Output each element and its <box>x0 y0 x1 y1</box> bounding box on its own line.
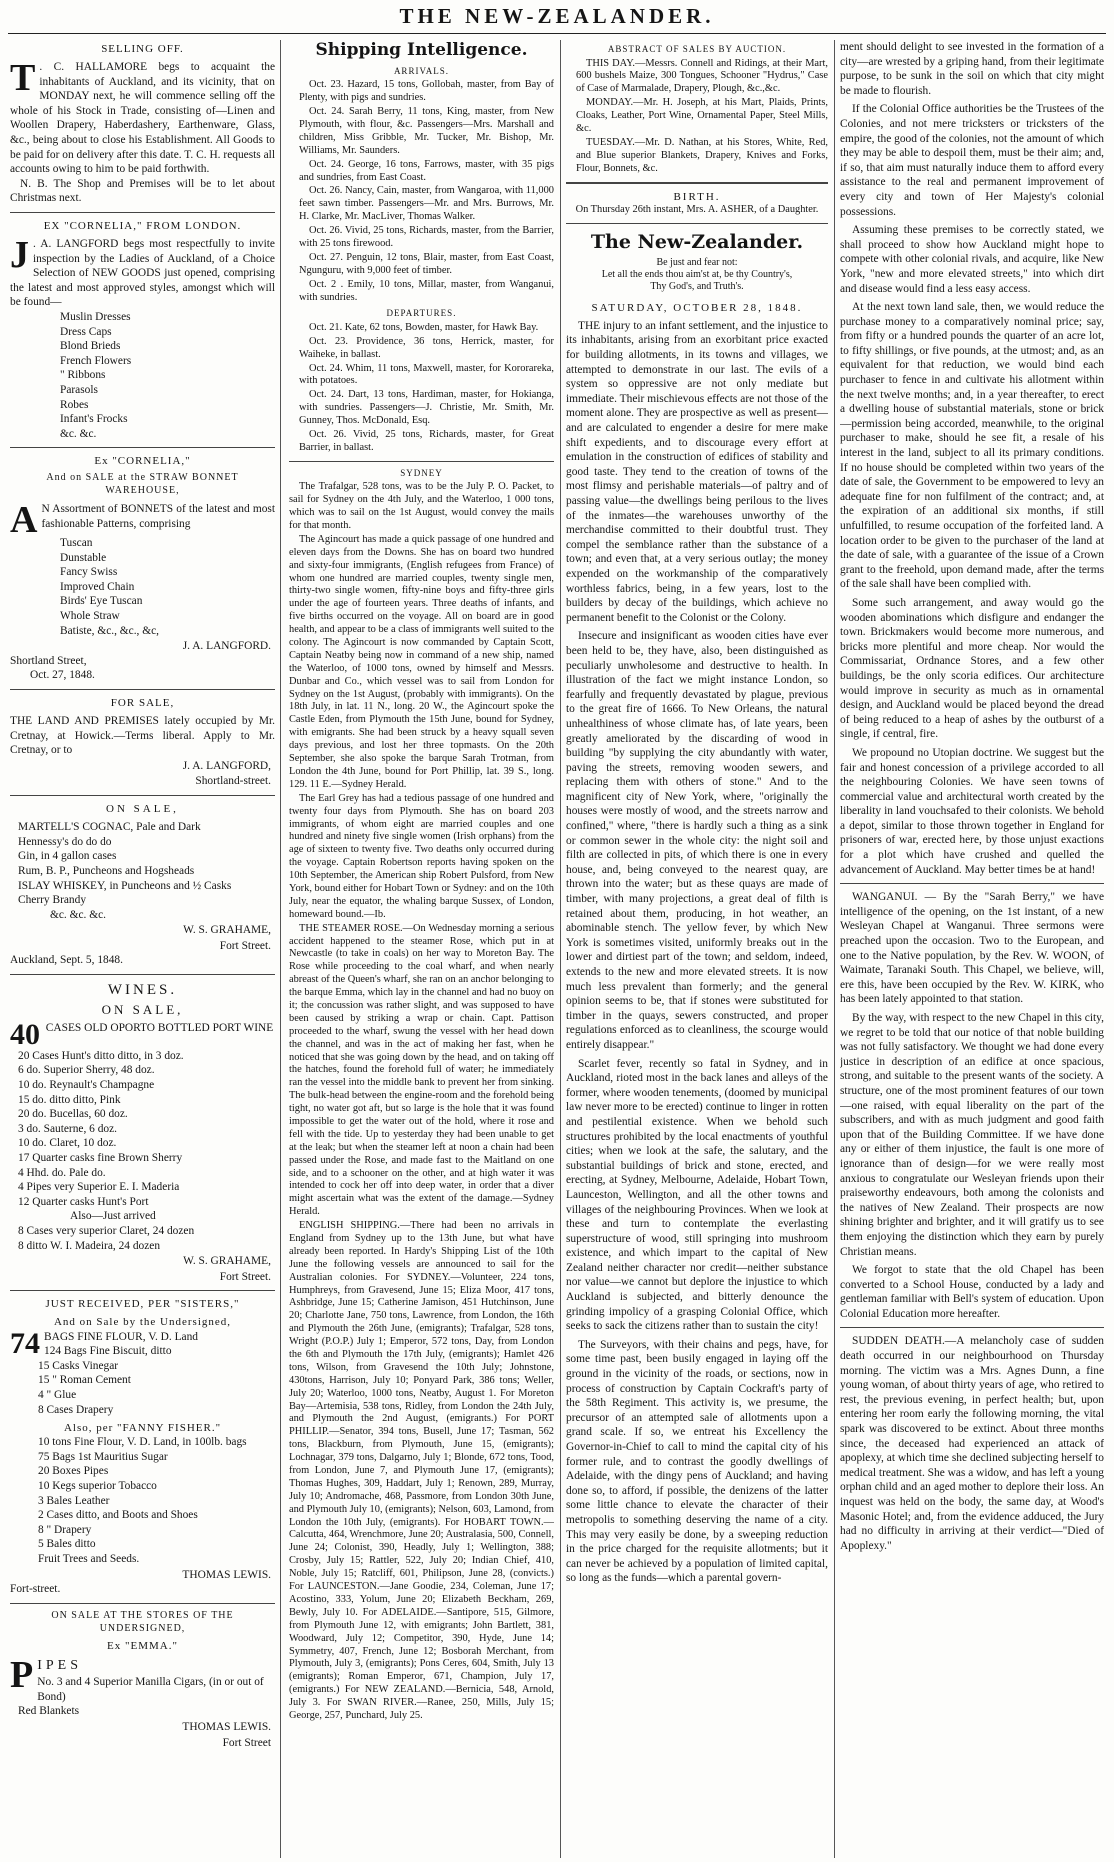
list-item: 8 Cases Drapery <box>38 1403 114 1416</box>
arrival-entry: Oct. 26. Nancy, Cain, master, from Wangaroa, with 11,000 feet sawn timber. Passengers—Mr. and Mrs. Burrows, Mr. H. Clarke, Mr. MacLiver, Thomas Walker. <box>299 185 554 223</box>
column-divider <box>280 40 281 1858</box>
list-item: French Flowers <box>60 354 132 367</box>
divider <box>10 1603 275 1604</box>
editorial-paragraph: If the Colonial Office authorities be the Trustees of the Colonies, and not mere tricksters or tricksters of the empire, the good of the colonies, not the amount of which they may be able to despoil them, must be their aim; and, if so, that aim must naturally induce them to afford every assistance to the real and permanent improvement of every city and town of Her Majesty's colonial possessions. <box>840 103 1104 218</box>
column-local-news <box>840 40 1104 1856</box>
signature: W. S. GRAHAME, <box>183 1255 271 1268</box>
ad-date: Oct. 27, 1848. <box>30 669 95 682</box>
divider <box>10 689 275 690</box>
section-subheading: ARRIVALS. <box>393 65 450 76</box>
issue-date: SATURDAY, OCTOBER 28, 1848. <box>591 301 803 314</box>
editorial-paragraph: Insecure and insignificant as wooden cities have ever been held to be, they have, also, been distinguished as peculiarly unwholesome and destructive to health. In illustration of the fact we might instance London, so fearfully and frequently devastated by plague, previous to the great fire of 1666. To New Orleans, the natural unhealthiness of whose climate has, of late years, been greatly ameliorated by the discarding of wood in building "by supplying the city abundantly with water, paving the streets, removing wooden sewers, and replacing them with others of stone." And to the magnificent city of New York, where, "originally the houses were mostly of wood, and the streets narrow and confined," where, "there is hardly such a thing as a sink or common sewer in the whole city: the night soil and filth are collected in pits, of which there is one in every house, and, being conveyed to the nearest quay, are thrown into the water; but as these quays are made of timber, with many projections, a great deal of filth is retained about them, producing, in hot weather, an abominable stench. The yellow fever, by which New York is sometimes visited, uniformly breaks out in the lower and dirtiest part of the town; and seldom, indeed, extends to the new and more elevated streets. It is now much less prevalent than formerly; and the general opinion seems to be, that if stones were substituted for timber in the quays, sewers constructed, and proper regulations enforced as to cleanliness, the scourge would entirely disappear." <box>566 630 828 1051</box>
list-item: ISLAY WHISKEY, in Puncheons and ½ Casks <box>18 879 232 892</box>
drop-cap: A <box>10 499 38 542</box>
spirits-list <box>10 820 275 922</box>
list-item: Muslin Dresses <box>60 311 131 324</box>
divider <box>10 974 275 975</box>
ad-date: Auckland, Sept. 5, 1848. <box>10 954 123 967</box>
signature-address: Fort Street <box>222 1736 271 1749</box>
signature: THOMAS LEWIS. <box>182 1568 271 1581</box>
editorial-paragraph: We propound no Utopian doctrine. We suggest but the fair and honest concession of a privilege accorded to all the neighbouring Colonies. We have seen towns of commercial value and architectural worth created by the liberality in land vouchsafed to their colonists. We behold a depot, similar to those thrown together in England for prisoners of war, erected here, by those unjust exactions for a plot which have crushed and quelled the advancement of Auckland. May better times be at hand! <box>840 746 1104 876</box>
ad-subheading: Ex "EMMA." <box>107 1640 178 1653</box>
divider <box>566 223 828 224</box>
ad-heading: Ex "CORNELIA," <box>94 455 191 468</box>
list-item: 3 Bales Leather <box>38 1494 110 1507</box>
list-item: 124 Bags Fine Biscuit, ditto <box>44 1345 172 1358</box>
news-paragraph: We forgot to state that the old Chapel has been converted to a School House, conducted by a lady and gentleman familiar with Bell's system of education. Upon Colonial Education more hereafter. <box>840 1264 1104 1320</box>
arrival-entry: Oct. 27. Penguin, 12 tons, Blair, master, from East Coast, Ngunguru, with 9,000 feet of timber. <box>299 251 554 276</box>
list-item: MARTELL'S COGNAC, Pale and Dark <box>18 821 201 834</box>
signature: W. S. GRAHAME, <box>183 924 271 937</box>
arrival-entry: Oct. 24. George, 16 tons, Farrows, master, with 35 pigs and sundries, from East Coast. <box>299 158 554 183</box>
list-item: 4 Hhd. do. Pale do. <box>18 1166 106 1179</box>
auction-entry: MONDAY.—Mr. H. Joseph, at his Mart, Plaids, Prints, Cloaks, Leather, Port Wine, Ornamental Paper, Steel Mills, &c. <box>576 97 828 134</box>
ad-body: . C. HALLAMORE begs to acquaint the inhabitants of Auckland, and its vicinity, that on MONDAY next, he will commence selling off the whole of his Stock in Trade, consisting of—Linen and Woollen Drapery, Haberdashery, Earthenware, Glass, &c., being about to close his Establishment. All Goods to be paid for on delivery after this date. T. C. H. requests all accounts owing to him to be paid forthwith. <box>10 61 275 176</box>
bonnet-list <box>10 536 275 638</box>
list-item: 75 Bags 1st Mauritius Sugar <box>38 1450 168 1463</box>
sydney-news <box>289 481 554 1723</box>
list-item: &c. &c. &c. <box>50 908 106 921</box>
list-item: 10 tons Fine Flour, V. D. Land, in 100lb. bags <box>38 1436 247 1449</box>
ad-heading: WINES. <box>107 982 178 999</box>
auction-list <box>566 58 828 176</box>
goods-list <box>10 1344 275 1417</box>
ad-lead: CASES OLD OPORTO BOTTLED PORT WINE <box>45 1021 274 1034</box>
list-item: Dress Caps <box>60 325 112 338</box>
editorial-paragraph: Scarlet fever, recently so fatal in Sydney, and in Auckland, rioted most in the back lanes and alleys of the former, where wooden tenements, (doomed by municipal law never more to be erected) continue to linger in rotten and pestilential existence. When we behold such structures prohibited by the local enactments of youthful cities; when we look at the safe, the salutary, and the substantial buildings of brick and stone, erected, and erecting, at Sydney, Melbourne, Adelaide, Hobart Town, Launceston, Wellington, and all the other towns and villages of the neighbouring Provinces. When we look at these and turn to contemplate the everlasting superstructure of wood, still springing into mushroom existence, and which impart to the capital of New Zealand neither character nor credit—neither substance nor value—we cannot but deplore the injustice to which Auckland is subjected, and bitterly denounce the grinding impolicy of a grasping Colonial Office, which seeks to sack the citizens rather than to sustain the city! <box>566 1057 828 1333</box>
news-paragraph: ENGLISH SHIPPING.—There had been no arrivals in England from Sydney up to the 13th June, but what have already been reported. In Hardy's Shipping List of the 10th June the following vessels are announced to sail for the Australian colonies. For SYDNEY.—Volunteer, 224 tons, Humphreys, from Gravesend, June 15; Eliza Moor, 417 tons, Ashbridge, June 15; Catherine Jamison, 451 Hutchinson, June 20; Charlotte Jane, 750 tons, Lawrence, from London, the 16th and Plymouth the 26th June, (emigrants); Trafalgar, 528 tons, Wright (P.O.P.) July 1; Emperor, 572 tons, Day, from London the 6th and Plymouth the 17th July, (emigrants); Hamlet 426 tons, Wilson, from Gravesend the 10th July; Johnstone, 430tons, Harrison, July 10; Ponyard Park, 386 tons; Weller, July 20; Waterloo, 1000 tons, Neatby, August 1. For Moreton Bay—Artemisia, 538 tons, Ridley, from London the 24th July, and Plymouth the 2nd August, (emigrants.) For PORT PHILLIP.—Senator, 394 tons, Busell, June 17; Tasman, 562 tons, Blackburn, from Plymouth, June 15, (emigrants); Lochnagar, 379 tons, Dalgarno, July 1; Blonde, 672 tons, Tood, from London, June 7, and Plymouth June 17, (emigrants); Thomas Hughes, 309, Haddart, July 1; Renown, 289, Murray, July 10; Andromache, 468, Passmore, from London 30th June, and Plymouth July 10, (emigrants); Nelson, 603, Lamond, from London the 10th July, (emigrants). For HOBART TOWN.—Calcutta, 464, Wrenchmore, June 20; Australasia, 500, Connell, June 24; Colonist, 390, Headly, July 1; Wellington, 388; Crosby, July 15; Rattler, 522, July 20; Indian Chief, 410, Noble, July 15; Ratcliff, 601, Philipson, June 28, (convicts.) For LAUNCESTON.—Jane Goodie, 234, Coleman, June 17; Acostino, 333, Yolum, June 20; Elizabeth Beckham, 269, Bewly, July 10. For ADELAIDE.—Santipore, 515, Gilmore, from Plymouth June 12, with emigrants; John Bartlett, 381, Woodward, July 12; Competitor, 390, Hyde, June 14; Symmetry, 407, French, June 12; Bosborah Merchant, from Plymouth, July 3, (emigrants); Pons Ceres, 604, Smith, July 13 (emigrants); Roman Emperor, 671, Champion, July 17, (emigrants.) For NEW ZEALAND.—Bernicia, 548, Arnold, July 3. For SWAN RIVER.—Ranee, 250, Mills, July 15; George, 257, Punchard, July 25. <box>289 1220 554 1721</box>
goods-list <box>10 310 275 441</box>
signature: THOMAS LEWIS. <box>182 1721 271 1734</box>
drop-cap: J <box>10 234 29 277</box>
list-item: 4 " Glue <box>38 1388 77 1401</box>
sudden-death-news <box>840 1334 1104 1553</box>
arrival-entry: Oct. 24. Sarah Berry, 11 tons, King, master, from New Plymouth, with flour, &c. Passengers—Mrs. Marshall and children, Miss Gribble, Mr. Tucker, Mr. Bishop, Mr. Williams, Mr. Saunders. <box>299 106 554 156</box>
ad-body: THE LAND AND PREMISES lately occupied by Mr. Cretnay, at Howick.—Terms liberal. Apply to Mr. Cretnay, or to <box>10 715 275 757</box>
list-item: 6 do. Superior Sherry, 48 doz. <box>18 1064 155 1077</box>
departure-entry: Oct. 26. Vivid, 25 tons, Richards, master, for Great Barrier, in ballast. <box>299 429 554 453</box>
divider <box>10 795 275 796</box>
ad-stores <box>10 1610 275 1751</box>
list-item: Fancy Swiss <box>60 566 118 579</box>
ad-heading: ON SALE AT THE STORES OF THE UNDERSIGNED, <box>51 1609 234 1634</box>
departures-list <box>289 322 554 455</box>
ad-subheading: Also, per "FANNY FISHER." <box>63 1422 222 1435</box>
news-paragraph: SUDDEN DEATH.—A melancholy case of sudden death occurred in our neighbourhood on Thursday morning. The victim was a Mrs. Agnes Dunn, a fine young woman, of about thirty years of age, who retired to rest, the previous evening, in perfect health; but, upon entering her room early the following morning, the vital spark was discovered to be extinct. About three months since, the deceased had experienced an attack of apoplexy, at which time she declined subjecting herself to medical treatment. She was a widow, and has left a young orphan child and an aged mother to deplore their loss. An inquest was held on the body, the same day, at Wood's Masonic Hotel; and, from the evidence adduced, the Jury had no difficulty in arriving at their verdict—"Died of Apoplexy." <box>840 1335 1104 1552</box>
ad-heading: FOR SALE, <box>110 697 175 710</box>
list-item: 2 Cases ditto, and Boots and Shoes <box>38 1509 198 1522</box>
goods-list <box>10 1675 275 1719</box>
signature: J. A. LANGFORD. <box>182 640 271 653</box>
list-item: Improved Chain <box>60 580 135 593</box>
ad-heading: SELLING OFF. <box>101 43 184 55</box>
list-item: 8 " Drapery <box>38 1523 92 1536</box>
list-item: Also—Just arrived <box>70 1210 156 1223</box>
ad-subheading: And on Sale by the Undersigned, <box>53 1316 232 1329</box>
drop-cap: P <box>10 1654 34 1697</box>
list-item: Fruit Trees and Seeds. <box>38 1552 140 1565</box>
column-shipping <box>289 40 554 1856</box>
wanganui-news <box>840 890 1104 1321</box>
list-item: Infant's Frocks <box>60 413 128 426</box>
arrival-entry: Oct. 23. Hazard, 15 tons, Gollobah, master, from Bay of Plenty, with pigs and sundries. <box>299 79 554 104</box>
divider <box>10 212 275 213</box>
address: Fort-street. <box>10 1583 61 1596</box>
list-item: 17 Quarter casks fine Brown Sherry <box>18 1152 183 1165</box>
list-item: Tuscan <box>60 537 93 550</box>
list-item: 20 do. Bucellas, 60 doz. <box>18 1108 128 1121</box>
list-item: 10 do. Claret, 10 doz. <box>18 1137 117 1150</box>
quantity-number: 74 <box>10 1326 40 1360</box>
list-item: 10 Kegs superior Tobacco <box>38 1479 157 1492</box>
editorial-text <box>566 319 828 1586</box>
list-item: Birds' Eye Tuscan <box>60 595 143 608</box>
section-subheading: DEPARTURES. <box>386 308 457 319</box>
ad-wines <box>10 981 275 1284</box>
news-paragraph: The Trafalgar, 528 tons, was to be the July P. O. Packet, to sail for Sydney on the 4th July, and the Waterloo, 1 000 tons, which was to sail on the 1st August, would convey the mails for that month. <box>289 481 554 532</box>
divider <box>840 1327 1104 1328</box>
motto: Be just and fear not: <box>656 256 738 268</box>
ad-body: . A. LANGFORD begs most respectfully to invite inspection by the Ladies of Auckland, of a Choice Selection of NEW GOODS just opened, comprising the latest and most approved styles, amongst which will be found— <box>10 238 275 309</box>
auction-entry: THIS DAY.—Messrs. Connell and Ridings, at their Mart, 600 bushels Maize, 300 Tongues, Schooner "Hydrus," Case of Case of Marmalade, Drapery, Plough, &c.,&c. <box>576 57 828 95</box>
motto: Let all the ends thou aim'st at, be thy Country's, <box>601 268 793 280</box>
birth-notice: On Thursday 26th instant, Mrs. A. ASHER, of a Daughter. <box>575 203 819 215</box>
arrival-entry: Oct. 26. Vivid, 25 tons, Richards, master, from the Barrier, with 25 tons firewood. <box>299 225 554 249</box>
list-item: Rum, B. P., Puncheons and Hogsheads <box>18 864 195 877</box>
departure-entry: Oct. 24. Dart, 13 tons, Hardiman, master, for Hokianga, with sundries. Passengers—J. Christie, Mr. Smith, Mr. Gunney, Thos. McDonald, Esq. <box>299 389 554 427</box>
signature-address: Shortland-street. <box>195 775 271 788</box>
list-item: 15 " Roman Cement <box>38 1374 131 1387</box>
ad-heading: ON SALE, <box>106 803 179 816</box>
column-advertisements <box>10 40 275 1856</box>
divider <box>289 461 554 462</box>
ad-sisters <box>10 1297 275 1596</box>
ad-note: N. B. The Shop and Premises will be to let about Christmas next. <box>10 177 275 205</box>
list-item: 3 do. Sauterne, 6 doz. <box>18 1122 118 1135</box>
quantity-number: 40 <box>10 1017 40 1051</box>
list-item: 4 Pipes very Superior E. I. Maderia <box>18 1181 180 1194</box>
ad-subheading: And on SALE at the STRAW BONNET WAREHOUSE, <box>46 472 239 497</box>
editorial-paragraph: The Surveyors, with their chains and pegs, have, for some time past, been busily engaged in laying off the ground in the vicinity of the roads, or sections, now in process of construction by Captain Cockraft's party of the 58th Regiment. This activity is, we presume, the precursor of an attempted sale of allotments upon a grand scale. If so, we entreat his Excellency the Governor-in-Chief to call to mind the capital city of his former rule, and to contrast the goodly dwellings of Adelaide, with the dingy pens of Auckland; and having done so, to afford, if possible, the denizens of the latter some little chance to elevate the character of their metropolis to something deserving the name of a city. This may very easily be done, by a sweeping reduction in the price charged for the requisite allotments; but it can never be achieved by a population of limited capital, so long as the funds—which a parental govern- <box>566 1338 828 1585</box>
news-paragraph: WANGANUI. — By the "Sarah Berry," we have intelligence of the opening, on the 1st instant, of a new Wesleyan Chapel at Wanganui. Three sermons were preached upon the occasion. Two to the European, and one to the Native population, by the Rev. W. WOON, of Waimate, Taranaki South. This Chapel, we believe, will, ere this, have been occupied by the Rev. W. KIRK, who has been lately appointed to that station. <box>840 891 1104 1006</box>
editorial-paragraph: ment should delight to see invested in the formation of a city—are wrested by a griping hand, from their legitimate purpose, to be sunk in the soil on which that city might be made to flourish. <box>840 41 1104 97</box>
list-item: 20 Cases Hunt's ditto ditto, in 3 doz. <box>18 1049 184 1062</box>
news-paragraph: By the way, with respect to the new Chapel in this city, we regret to be told that our notice of that noble building was not fully satisfactory. We thought we had done every justice in description of an edifice at once spacious, strong, and suitable to the present wants of the society. A structure, one of the most prominent features of our town—one raised, with equal liberality on the part of the subscribers, and with as much judgment and good faith upon that of the Building Committee. If we have done any or either of them injustice, the fault is one more of ignorance than of design—for we were really most anxious to congratulate our Wesleyan friends upon their praiseworthy endeavours, both among the colonists and the natives of New Zealand. Their prospects are now shining brighter and brighter, and it will gratify us to see them enjoying the distinction which they earn by purely Christian means. <box>840 1012 1104 1258</box>
goods-list <box>10 1435 275 1566</box>
editorial-text <box>840 40 1104 877</box>
ad-bonnets <box>10 454 275 683</box>
list-item: Batiste, &c., &c., &c, <box>60 624 160 637</box>
news-paragraph: The Earl Grey has had a tedious passage of one hundred and twenty four days from Plymouth. She has on board 203 immigrants, of whom eight are married couples and one hundred and ninety five single women (Irish orphans) from the age of sixteen to twenty five. Two deaths only occurred during the voyage. Captain Robertson reports having spoken on the 10th September, the American ship Robert Pulsford, from New York, bound either for Hobart Town or Sydney: and on the 10th July, near the equator, the whaling barque Sussex, of London, homeward bound.—Ib. <box>289 792 554 920</box>
ad-spirits <box>10 802 275 968</box>
editorial-paragraph: At the next town land sale, then, we would reduce the purchase money to a comparatively nominal price; say, from fifty or a hundred pounds the quarter of an acre lot, to fifty shillings, or five pounds, at the utmost; and, as an equivalent for that reduction, we would bind each purchaser to fence in and cultivate his allotment within the next twelve months; and, in a year thereafter, to erect a dwelling house of substantial materials, stone or brick—permission being accorded, meanwhile, to the original purchaser to make, should he see fit, a resale of his interest in the land, subject to all its primary conditions. If no house should be completed within two years of the date of sale, the Government to be empowered to levy an adequate fine for non fulfilment of the contract; and, at the expiration of an additional six months, if still unfulfilled, to resume occupation of the forfeited land. A location order to be given to the purchaser of the land at the date of sale, with a guarantee of the issue of a Crown grant to the freehold, upon demand made, after the terms of the sale shall have been complied with. <box>840 301 1104 591</box>
list-item: Robes <box>60 398 89 411</box>
masthead-rule <box>8 33 1106 34</box>
ad-body: N Assortment of BONNETS of the latest and most fashionable Patterns, comprising <box>41 503 275 530</box>
list-item: 20 Boxes Pipes <box>38 1465 109 1478</box>
divider <box>10 447 275 448</box>
departure-entry: Oct. 23. Providence, 36 tons, Herrick, master, for Waiheke, in ballast. <box>299 335 554 360</box>
list-item: Blond Brieds <box>60 340 121 353</box>
column-editorial <box>566 40 828 1856</box>
list-item: Dunstable <box>60 551 107 564</box>
ad-cornelia <box>10 219 275 441</box>
departure-entry: Oct. 21. Kate, 62 tons, Bowden, master, for Hawk Bay. <box>309 321 539 333</box>
list-item: No. 3 and 4 Superior Manilla Cigars, (in or out of Bond) <box>37 1676 264 1703</box>
list-item: " Ribbons <box>60 369 106 382</box>
drop-cap: T <box>10 57 36 100</box>
arrivals-list <box>289 79 554 304</box>
list-item: 15 Casks Vinegar <box>38 1359 119 1372</box>
auction-entry: TUESDAY.—Mr. D. Nathan, at his Stores, White, Red, and Blue superior Blankets, Drapery, Knives and Forks, Flour, Bonnets, &c. <box>576 136 828 174</box>
list-item: 8 Cases very superior Claret, 24 dozen <box>18 1225 195 1238</box>
ad-heading: EX "CORNELIA," FROM LONDON. <box>43 220 242 233</box>
divider <box>10 1290 275 1291</box>
list-item: &c. &c. <box>60 427 97 440</box>
paper-title: The New-Zealander. <box>590 230 804 253</box>
editorial-paragraph: Some such arrangement, and away would go the wooden abominations which disfigure and endanger the town. Brickmakers would become more numerous, and bricks more plentiful and more cheap. Nor would the Commissariat, Ordnance Stores, and a few other buildings, be the only scoria edifices. Our architecture would improve in security as much as in ornamental design, and Auckland would be placed beyond the dread of being reduced to a heap of ashes by the outburst of a single, if central, fire. <box>840 596 1104 741</box>
section-subheading: SYDNEY <box>400 467 443 478</box>
masthead: THE NEW-ZEALANDER. <box>399 4 715 28</box>
ad-heading: JUST RECEIVED, PER "SISTERS," <box>45 1298 240 1311</box>
list-item: Whole Straw <box>60 610 120 623</box>
news-paragraph: The Agincourt has made a quick passage of one hundred and eleven days from the Downs. She has on board two hundred and sixty-four immigrants, (English refugees from France) of whom one hundred are married couples, twenty single men, thirty-two single women, fifty-nine boys and fifty-three girls under the age of fourteen years. Three deaths of infants, and five births occurred on the voyage. All on board are in good health, and appear to be a class of immigrants well suited to the colony. The Agincourt is now commanded by Captain Scott, Captain Neatby being now in command of a new ship, named the Waterloo, of 1000 tons, owned by himself and Messrs. Dunbar and Co., which vessel was to sail from London for Sydney on the 1st August, (probably with immigrants). On the 18th July, in lat. 11 N., long. 20 W., the Agincourt spoke the Castle Eden, from Plymouth the 15th June, bound for Sydney, with emigrants. She had been struck by a heavy squall seven days previous, and lost her three topmasts. On the 20th September, she also spoke the barque Sarah Trotman, from London the 4th June, bound for Port Phillip, lat. 39 S., long. 129. 11 E.—Sydney Herald. <box>289 533 554 790</box>
signature-address: Fort Street. <box>219 939 271 952</box>
news-paragraph: THE STEAMER ROSE.—On Wednesday morning a serious accident happened to the steamer Rose, which put in at Newcastle (to take in coals) on her way to Moreton Bay. The Rose while proceeding to the coal wharf, and when nearly abreast of the Queen's wharf, she ran on an anchor belonging to the barque Emma, which lay in the channel and had no buoy on it; the concussion was rather slight, and was supposed to have been caused by striking a wrap or chain. Capt. Pattison proceeded to the wharf, swung the vessel with her head down the channel, and was in the act of making her fast, when he noticed that she was going down by the head, and on taking off the hatches, found the forehold full of water; he immediately ran the vessel into the middle bank to prevent her from sinking. The bulk-head between the engine-room and the forehold being tight, no water got aft, but so large is the hole that it was found impossible to get the water out of the hold, where it rose and fell with the tide. Up to yesterday they had been unable to get at the leak; but when the steamer left at noon a chain had been passed under the Rose, and made fast to the Maitland on one side, and to a schooner on the other, and at high water it was intended to cock her off into deep water, in order that a diver might ascertain what was the extent of the damage.—Sydney Herald. <box>289 922 554 1218</box>
list-item: 12 Quarter casks Hunt's Port <box>18 1195 149 1208</box>
list-item: Gin, in 4 gallon cases <box>18 850 117 863</box>
divider <box>840 883 1104 884</box>
wine-list <box>10 1049 275 1253</box>
column-divider <box>834 40 835 1858</box>
list-item: Cherry Brandy <box>18 894 87 907</box>
signature-address: Fort Street. <box>219 1270 271 1283</box>
list-item: 5 Bales ditto <box>38 1538 96 1551</box>
list-item: Hennessy's do do do <box>18 835 112 848</box>
section-title: Shipping Intelligence. <box>315 40 528 60</box>
list-item: Red Blankets <box>18 1705 80 1718</box>
address: Shortland Street, <box>10 654 87 667</box>
ad-lead: BAGS FINE FLOUR, V. D. Land <box>44 1330 199 1343</box>
ad-for-sale <box>10 696 275 789</box>
column-divider <box>560 40 561 1858</box>
signature: J. A. LANGFORD, <box>182 759 271 772</box>
list-item: 15 do. ditto ditto, Pink <box>18 1093 121 1106</box>
motto: Thy God's, and Truth's. <box>650 280 744 292</box>
birth-heading: BIRTH. <box>673 190 721 203</box>
list-item: Parasols <box>60 384 98 397</box>
arrival-entry: Oct. 2 . Emily, 10 tons, Millar, master, from Wanganui, with sundries. <box>299 278 554 303</box>
list-item: 10 do. Reynault's Champagne <box>18 1079 155 1092</box>
ad-selling-off <box>10 42 275 206</box>
editorial-paragraph: THE injury to an infant settlement, and the injustice to its inhabitants, arising from an exorbitant price exacted for building allotments, in its towns and villages, we attempted to demonstrate in our last. The evils of a system so oppressive are not only mediate but immediate. Their mischievous effects are not those of the moment alone. They are prospective as well as present—and are calculated to engender a desire for mere make shift expedients, and to discourage every effort at emulation in the construction of edifices of stability and good taste. They tend to the creation of towns of the most flimsy and perishable materials—of paltry and of passing value—the dwellings being perilous to the lives of the inmates—the warehouses unworthy of the merchandise committed to their doubtful trust. They compel the semblance rather than the substance of a town; and even that, at a very serious outlay; the money expended on the workmanship of the comparatively worthless fabrics, being, in a few years, lost to the builders by decay of the buildings, which achieve no permanent benefit to the Colonist or the Colony. <box>566 319 828 624</box>
divider <box>566 182 828 184</box>
departure-entry: Oct. 24. Whim, 11 tons, Maxwell, master, for Kororareka, with potatoes. <box>299 362 554 387</box>
ad-subheading: ON SALE, <box>101 1002 184 1018</box>
ad-lead: IPES <box>37 1658 83 1674</box>
auction-heading: ABSTRACT OF SALES BY AUCTION. <box>607 44 787 54</box>
editorial-paragraph: Assuming these premises to be correctly stated, we shall proceed to show how Auckland might hope to compete with other colonial rivals, and acquire, like New York, "new and more elevated streets," into which dirt and disease would find a less easy access. <box>840 224 1104 295</box>
list-item: 8 ditto W. I. Madeira, 24 dozen <box>18 1239 161 1252</box>
